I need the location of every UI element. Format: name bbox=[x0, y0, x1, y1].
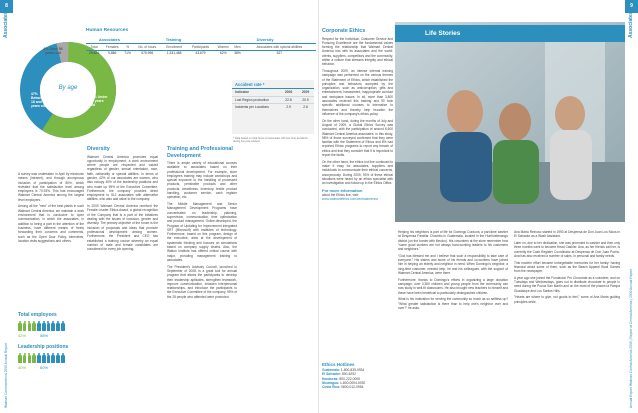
acc-row-2009: 2.6 bbox=[297, 104, 314, 111]
accident-rate-table bbox=[232, 88, 314, 111]
hr-table-title: Human Resources bbox=[86, 28, 129, 33]
man-icon bbox=[37, 321, 41, 331]
woman-icon bbox=[28, 353, 32, 363]
life-stories-photo bbox=[395, 22, 625, 222]
total-women-percent: 42% bbox=[18, 333, 27, 338]
right-page-number: 9 bbox=[625, 0, 638, 13]
woman-icon bbox=[23, 353, 27, 363]
man-icon bbox=[56, 321, 60, 331]
hotline-number: 1-800-0094-0092 bbox=[339, 380, 366, 385]
total-employees-pictogram bbox=[18, 321, 84, 331]
hotline-number: 800-222-0005 bbox=[339, 376, 360, 381]
cell-women: 62% bbox=[219, 51, 227, 56]
hotline-number: 0800-012-0954 bbox=[341, 385, 364, 389]
story-paragraph: What is his motivation for serving the community so much as so selfless up? "What greater satisfaction is there than to help one's neighbor over and over?" he asks. bbox=[398, 297, 508, 310]
life-story-ana-marta bbox=[514, 230, 620, 306]
photo-illustration bbox=[395, 22, 625, 222]
man-icon bbox=[47, 321, 51, 331]
man-icon bbox=[37, 353, 41, 363]
cell-participants: 43,679 bbox=[195, 51, 206, 56]
leader-men-percent: 60% bbox=[40, 365, 49, 370]
man-icon bbox=[51, 321, 55, 331]
intro-text bbox=[18, 172, 84, 246]
donut-label-18-35: 37% Between 18 and 35 years old bbox=[31, 92, 47, 108]
leader-women-percent: 40% bbox=[18, 365, 27, 370]
group-training: Training bbox=[165, 37, 182, 43]
right-side-footer: Annual Report Walmart Central America 2009 | Report of Central America | 2009 Annual Report bbox=[629, 268, 633, 408]
man-icon bbox=[61, 353, 65, 363]
total-men-percent: 58% bbox=[40, 333, 49, 338]
acc-row-label: Lost Region production bbox=[232, 96, 280, 104]
story-paragraph: Furthermore, thanks to Domingo's efforts in organizing a large donation campaign, over 3,500 children and young people from the community can now study in well-fit classrooms. He also brought new teachers to himself and these have been beneficial to particularly distinguished children. bbox=[398, 277, 508, 295]
training-paragraph: There is ample variety of educational courses available to associates based on their professional development. For example, store employees training may include workshops and special exposure to the handling of processed products, perishable products and other products, cleanliness, inventory, textile product handling, customer service, cash register operation, etc. bbox=[167, 161, 237, 200]
story-paragraph: Ana Marta Reinoso started in 1993 at Despensa de Don Juan Los Nicos in El Salvador as a Wash Assistant. bbox=[514, 230, 620, 239]
page-gutter bbox=[318, 0, 319, 413]
intro-paragraph: Among all the "new" of the best plants in such Walmart Central America, we maintain a work environment that is conducive to open communication, in which the associates, in addition to being a part in the attention of the business, have different means of freely forwarding their concerns and comments, such as the Open Door Policy, interviews, location visits suggestions and others. bbox=[18, 204, 84, 243]
table-row bbox=[86, 50, 316, 56]
acc-row-2008: 2.9 bbox=[280, 104, 297, 111]
intro-paragraph: A survey was undertaken in April by electronic means (intranet), and through anonymous inclusion of participation of 80%, which revealed that the satisfaction level among employees is 70.93%. This has encouraged Walmart Central America among the largest level employers. bbox=[18, 172, 84, 202]
table-row bbox=[232, 104, 314, 111]
hotline-number: 800-6292 bbox=[341, 372, 356, 377]
col-percent: % bbox=[122, 44, 133, 51]
acc-head-2009: 2009 bbox=[297, 89, 314, 97]
col-total: Total bbox=[86, 44, 102, 51]
ethics-paragraph: On the other hand, during the months of July and August of 2009, a Global Ethics Survey was conducted, with the participation of around 6,600 Walmart Central America associates. In this study, 98% of those surveyed confirmed that they were familiar with the Statement of Ethics and 8% had reported Ethics programs to report any breach of ethics and that they consider that it is important to report the faults. bbox=[322, 118, 393, 157]
story-paragraph: A year ago she joined the Fundacion Pro Chocolate as a volunteer, and on Tuesdays and Wednesdays, goes out to distribute chocolate to people in need during the Pocoa San Martin and on the most of the places la Pampa Guadalupe and Los Santos Hills. bbox=[514, 275, 620, 293]
ethics-info-line: about the Ethics line, visit: bbox=[322, 192, 359, 197]
leadership-title: Leadership positions bbox=[18, 344, 69, 350]
col-men: Men bbox=[232, 44, 243, 51]
story-paragraph: "God has blessed me and I believe that such a responsibility to take care of everyone." His sisters and some of his friends and co-workers have joined him in helping an elderly and neighbor in need. When Domingo's neighbor, a long-time customer, needed help, he and his colleagues, with the support of Walmart Central America, were there. bbox=[398, 253, 508, 276]
group-associates: Associates bbox=[98, 37, 120, 43]
cell-enrollment: 1,331,488 bbox=[166, 51, 182, 56]
acc-row-2009: 20.9 bbox=[297, 96, 314, 104]
hotline-country: Costa Rica: bbox=[322, 385, 341, 389]
training-paragraph: The Middle Management and Senior Management Development Programs have concentrated on leadership, planning, supervision, communication, time optimization and product management. Online-developed, the Program of Updating for Improvement integrated SRT (Microsoft) with institutes of technology. Furthermore, based on this program, design of the executive, aims at the development of systematic thinking and focuses on simulations based on company supply chains. Also, the Walton Institute has offered critical course with major, providing management training to associates. bbox=[167, 202, 237, 262]
man-icon bbox=[61, 321, 65, 331]
col-women: Women bbox=[214, 44, 232, 51]
left-side-label: Associates bbox=[3, 11, 9, 38]
man-icon bbox=[51, 353, 55, 363]
col-special-abilities: Associates with special abilities bbox=[243, 44, 316, 51]
col-females: Females bbox=[102, 44, 122, 51]
hotline-country: Honduras: bbox=[322, 376, 339, 381]
corporate-ethics-title: Corporate Ethics bbox=[322, 28, 366, 34]
left-page-number: 8 bbox=[0, 0, 13, 13]
acc-row-label: Incidents per Locations bbox=[232, 104, 280, 111]
hr-table bbox=[86, 37, 316, 57]
cell-females: 9,886 bbox=[108, 51, 117, 56]
cell-percent: 71% bbox=[124, 51, 131, 56]
acc-head-indicator: Indicator bbox=[232, 89, 280, 97]
life-stories-banner: Life Stories bbox=[395, 25, 625, 42]
training-section bbox=[167, 146, 237, 301]
man-icon bbox=[47, 353, 51, 363]
col-participants: Participants bbox=[187, 44, 215, 51]
accident-rate-title: Accident rate * bbox=[235, 82, 265, 87]
man-icon bbox=[42, 353, 46, 363]
woman-icon bbox=[18, 321, 22, 331]
ethics-paragraph: On the other hand, the ethics hot line continued to make it easy for associates, suppliers and individuals to communicate their ethical concerns, anonymously. During 2009, 93% of these ethical situations were heard by an ethics specialist with an investigation and follow-up in the Ethics Office. bbox=[322, 159, 393, 186]
ethics-info-title: For more information bbox=[322, 187, 363, 193]
hotline-number: 1-800-835-0934 bbox=[340, 368, 365, 373]
story-paragraph: "Hearts are where to give, not goods to feel," some of Ana Marta guiding principles while. bbox=[514, 295, 620, 304]
table-row bbox=[232, 96, 314, 104]
story-paragraph: Later on, due to her dedication, she was promoted to cashier and then only three months went to become Head Cashier. Ana, as her friends call her, is currently the Cash Register Coordinator at Despensa de Don Juan Pocho. Ana has also received a number of sales, in personal and family needs. bbox=[514, 240, 620, 258]
people-stats bbox=[18, 312, 84, 370]
life-story-domingo bbox=[398, 230, 508, 313]
diversity-paragraph: In 2009 Walmart Central America received the Female Leader Ethics Award, a global recognition of the Company that is a part of the initiatives dealing with the issues of inclusion, gender and diversity. The primary objective of the forum is the inclusion of proposals and ideas that promote professional development among women. Furthermore, the President and CEO has established a training course whereby an equal number of male and female candidates are considered for every job opening. bbox=[87, 204, 158, 252]
woman-icon bbox=[32, 321, 36, 331]
cell-total: 29,624 bbox=[89, 51, 100, 56]
hotline-country: El Salvador: bbox=[322, 372, 342, 377]
cell-men: 38% bbox=[234, 51, 241, 56]
left-side-footer: Walmart Centroamérica 2009 Annual Report bbox=[4, 343, 8, 408]
diversity-section bbox=[87, 146, 158, 254]
ethics-info-link[interactable]: www.walmartethics.com/centralamerica bbox=[322, 196, 378, 201]
ethics-hotlines-title: Ethics Hotlines bbox=[322, 362, 355, 367]
man-icon bbox=[56, 353, 60, 363]
acc-row-2008: 22.8 bbox=[280, 96, 297, 104]
woman-icon bbox=[28, 321, 32, 331]
hotline-country: Nicaragua: bbox=[322, 380, 340, 385]
right-side-label: Associates bbox=[628, 11, 634, 38]
hr-table-block bbox=[86, 28, 316, 56]
accident-rate-note: * Data based on total hours of associates with lost time accidents during the year worked. bbox=[233, 137, 308, 144]
diversity-paragraph: Walmart Central America promotes equal opportunity in employment, a work environment where people are respected and valued regardless of gender, sexual orientation, race, faith, nationality or special abilities. In terms of gender, 42% of our associates are women, who also occupy 40% of the leadership positions and who make up 59% of the Executive Committee. Furthermore, the company provides direct employment to 512 associates with alternative abilities, who also add value to the company. bbox=[87, 154, 158, 202]
total-employees-title: Total employees bbox=[18, 312, 57, 318]
donut-label-over-56: 4% Over 56 years old bbox=[43, 47, 63, 56]
hotline-country: Guatemala: bbox=[322, 368, 340, 373]
list-item bbox=[322, 385, 394, 389]
ethics-paragraph: Respect for the Individual, Customer Service and Pursuing Excellence are the fundamental values forming the relationship that Walmart Central America has with its associates and the world: clients, suppliers, competitors and the community, within a culture that stresses integrity and ethical behavior. bbox=[322, 36, 393, 67]
story-paragraph: This modern effort became unforgettable memories for her family: having financial about some of them, such as the Beach Apparel Bowl Games from the newspaper. bbox=[514, 260, 620, 274]
woman-icon bbox=[32, 353, 36, 363]
col-enrollment: Enrollment bbox=[162, 44, 187, 51]
cell-hours: 575,996 bbox=[141, 51, 154, 56]
ethics-hotlines bbox=[322, 362, 394, 389]
col-hours: No. of hours bbox=[133, 44, 162, 51]
acc-head-2008: 2008 bbox=[280, 89, 297, 97]
donut-center-label: By age bbox=[58, 85, 78, 91]
cell-special-abilities: 527 bbox=[276, 51, 283, 56]
training-title: Training and Professional Development bbox=[167, 146, 233, 159]
training-paragraph: The President's Advisory Council, launched in September of 2008, is a great tool for annual program that allows the participants to develop their leadership aptitudes, strengthen teamwork, improve communication, broaden interpersonal relationships, and introduce the participants to the Executive Committee of the company. 99% of the 28 people who attended were promoted. bbox=[167, 264, 237, 299]
ethics-paragraph: Throughout 2009, an intense internal training campaign was performed on the various themes of the Statement of Ethics, which established the principles and behaviors accepted by the organization, such as anticorruption, gifts and entertainment, harassment, inappropriate conduct and workplace issues. In all, more than 3,800 associates received this training and 90 took specific additional courses to internalize to themselves and thereby help broaden the influence of the company's ethics policy. bbox=[322, 68, 393, 116]
man-icon bbox=[42, 321, 46, 331]
woman-icon bbox=[18, 353, 22, 363]
leadership-pictogram bbox=[18, 353, 84, 363]
group-diversity: Diversity bbox=[256, 37, 274, 43]
donut-label-under-18: 59% Under 18 years old bbox=[90, 95, 108, 107]
diversity-title: Diversity bbox=[87, 146, 110, 152]
corporate-ethics-section bbox=[322, 28, 393, 201]
story-paragraph: Helping his neighbors is part of life for Domingo Cordova, a part-time cashier at Despensa Familiar Chuchito in Guatemala, located in the Huehuetenango district (on the border with Mexico). His coworkers at the store remember how "some good workers are not always hard-working leaders to his customers and neighbors." bbox=[398, 230, 508, 252]
woman-icon bbox=[23, 321, 27, 331]
accident-rate-box bbox=[232, 80, 314, 134]
